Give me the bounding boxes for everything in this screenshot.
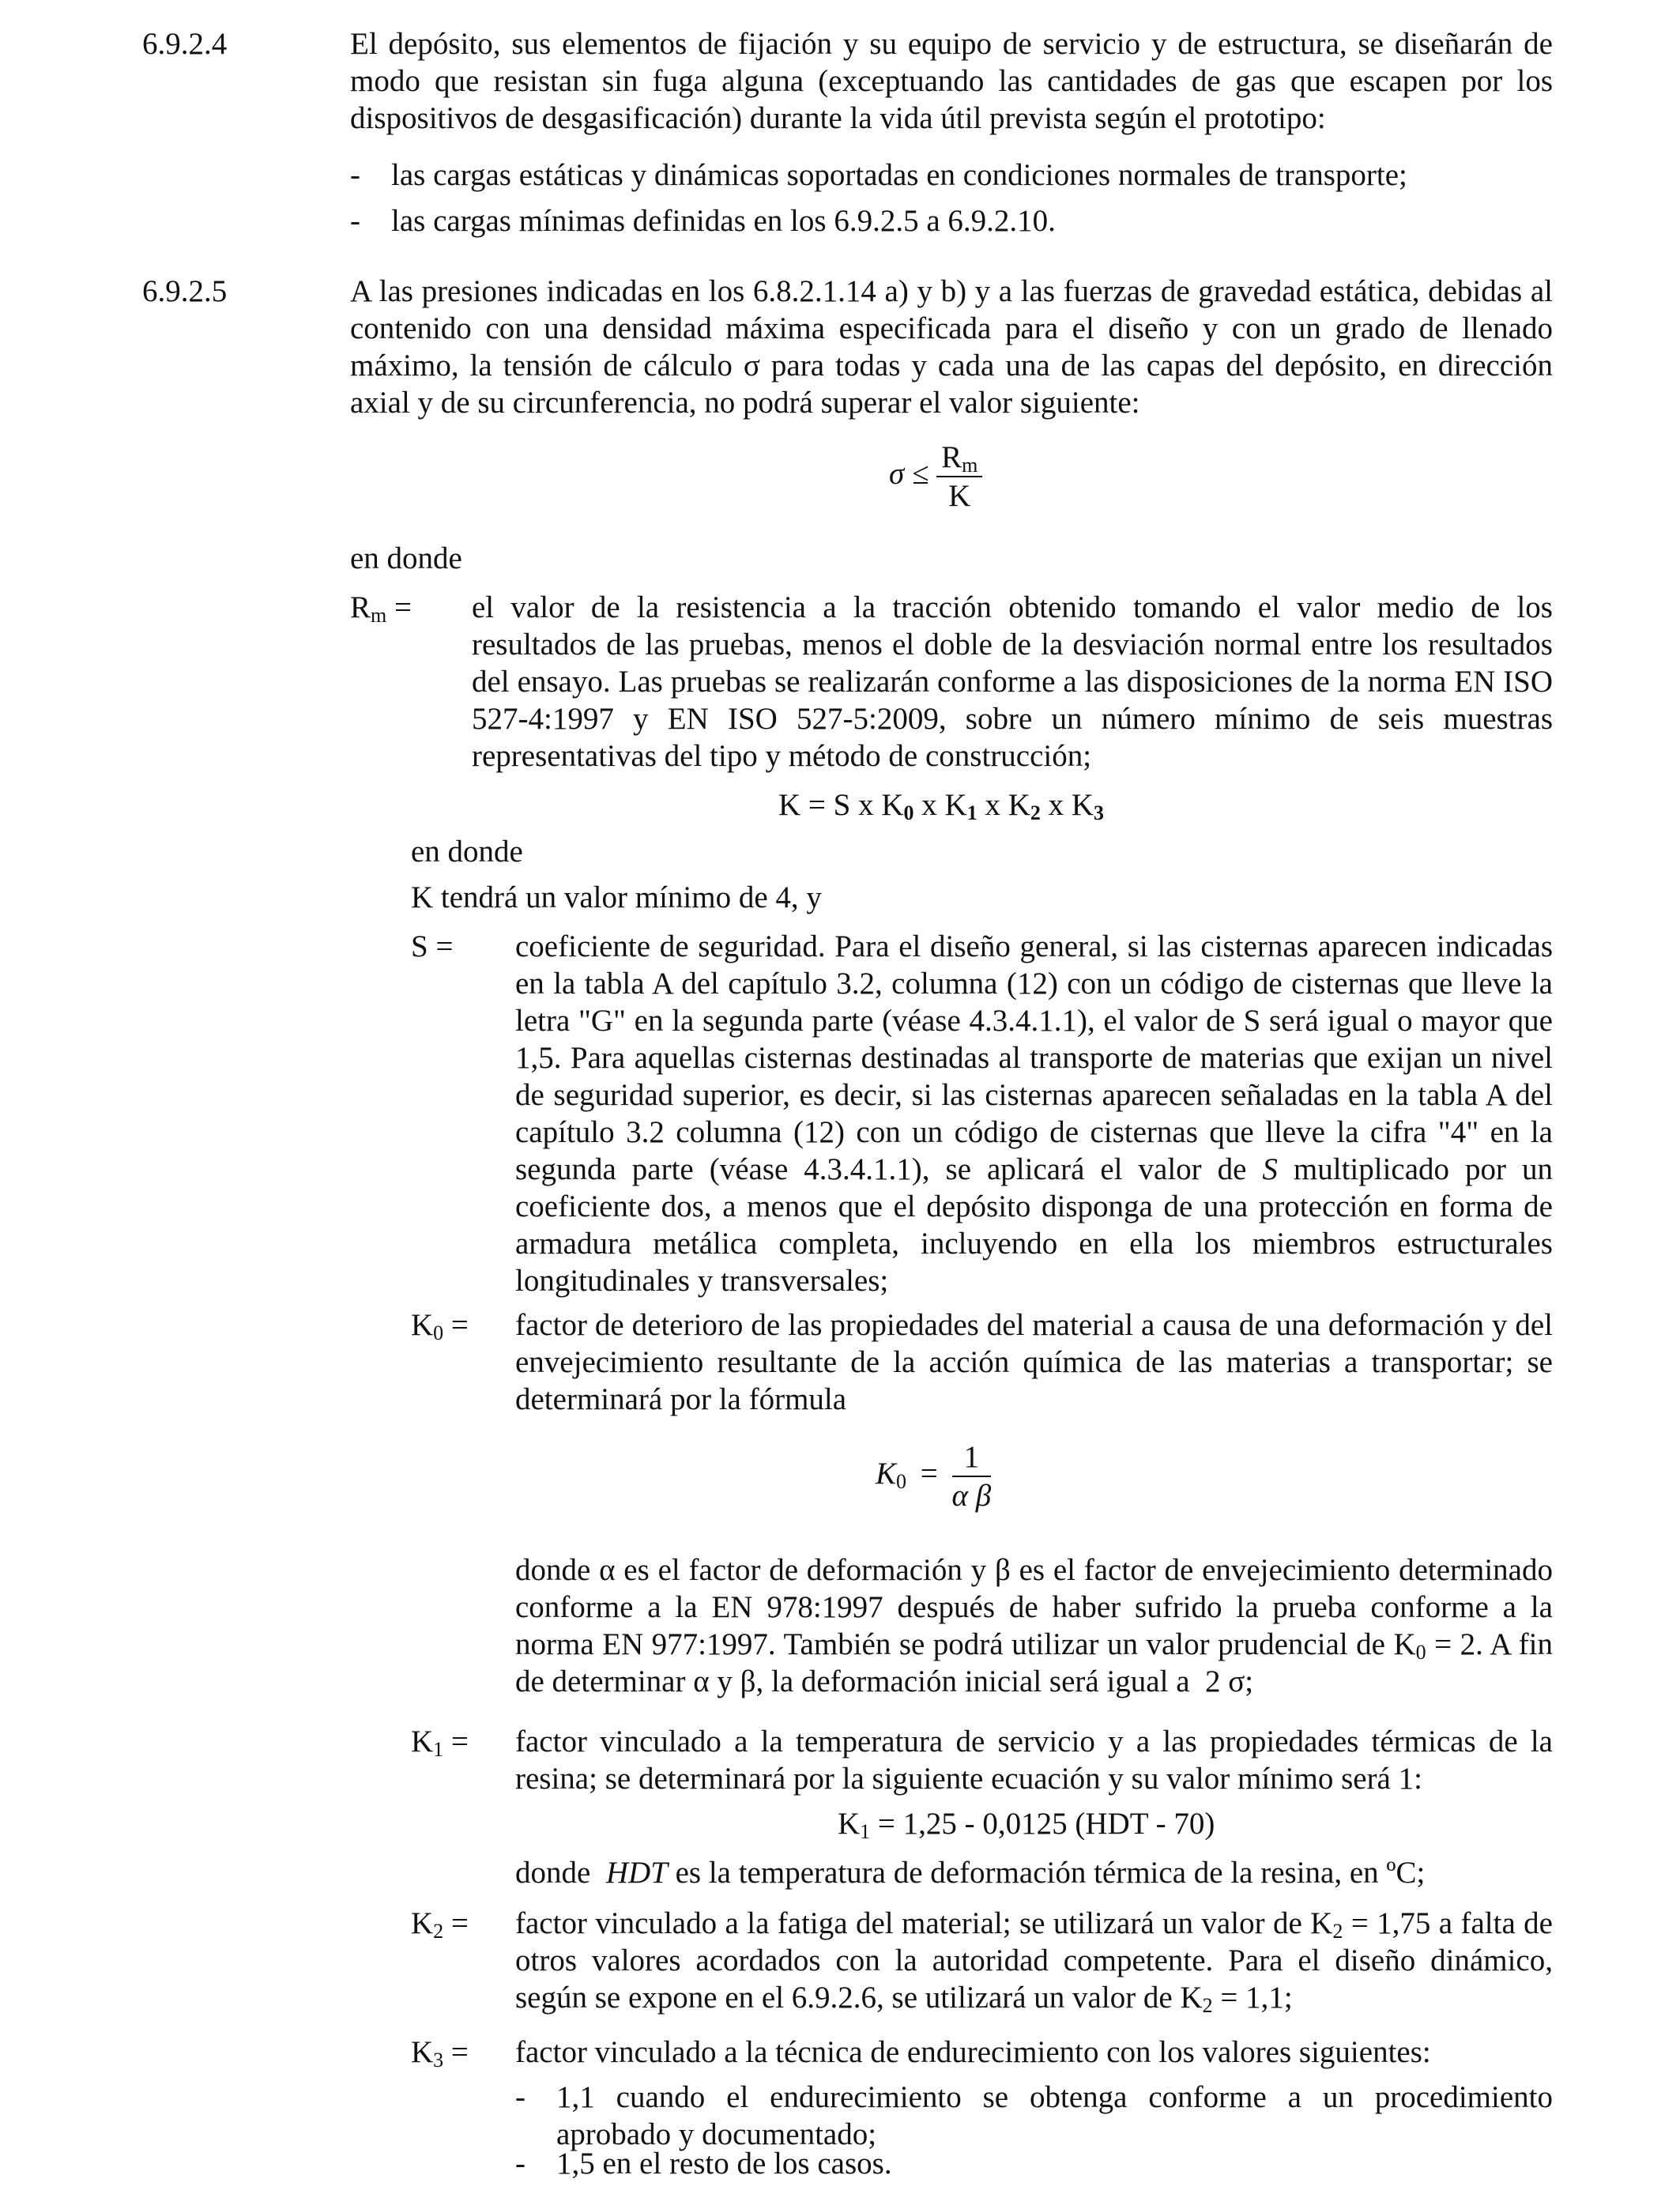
term-k3: K3 =	[411, 2035, 469, 2071]
term-s: S =	[411, 929, 454, 963]
definition-k0: factor de deterioro de las propiedades del material a causa de una deformación y del envejecimiento resultante de la acción química de las materias a transportar; se determinará por la fórmula	[515, 1308, 1553, 1416]
formula-k0: K0 = $\frac{1}{\text{α β}}$	[876, 1440, 992, 1513]
list-item-text: 1,5 en el resto de los casos.	[556, 2147, 892, 2181]
term-k1: K1 =	[411, 1725, 469, 1761]
formula-k0-fraction: $\frac{1}{\text{α β}}$	[951, 1440, 992, 1513]
list-dash: -	[515, 2147, 525, 2181]
section-6925-text: A las presiones indicadas en los 6.8.2.1.14 a) y b) y a las fuerzas de gravedad estática, debidas al contenido con una densidad máxima especificada para el diseño y con un grado de llenado máximo, la tensión de cálculo σ para todas y cada una de las capas del depósito, en dirección axial y de su circunferencia, no podrá superar el valor siguiente:	[350, 274, 1553, 420]
k0-explanation: donde α es el factor de deformación y β es el factor de envejecimiento determinado conforme a la EN 978:1997 después de haber sufrido la prueba conforme a la norma EN 977:1997. También se podrá utilizar un valor prudencial de K0 = 2. A fin de determinar α y β, la deformación inicial será igual a 2 σ;	[515, 1553, 1553, 1698]
definition-k2: factor vinculado a la fatiga del material; se utilizará un valor de K2 = 1,75 a falta de otros valores acordados con la autoridad competente. Para el diseño dinámico, según se expone en el 6.9.2.6, se utilizará un valor de K2 = 1,1;	[515, 1906, 1553, 2017]
formula-k1: K1 = 1,25 - 0,0125 (HDT - 70)	[838, 1807, 1215, 1843]
section-number-6924: 6.9.2.4	[142, 27, 228, 61]
list-dash: -	[515, 2080, 525, 2114]
list-item-text: 1,1 cuando el endurecimiento se obtenga conforme a un procedimiento aprobado y documentado;	[556, 2080, 1553, 2151]
formula-sigma	[889, 439, 982, 515]
list-item-text: las cargas estáticas y dinámicas soportadas en condiciones normales de transporte;	[391, 158, 1407, 192]
formula-k: K = S x K0 x K1 x K2 x K3	[778, 788, 1105, 824]
definition-k1: factor vinculado a la temperatura de servicio y a las propiedades térmicas de la resina; se determinará por la siguiente ecuación y su valor mínimo será 1:	[515, 1725, 1553, 1796]
definition-k3: factor vinculado a la técnica de endurecimiento con los valores siguientes:	[515, 2035, 1431, 2069]
term-rm: Rm =	[350, 590, 412, 627]
k-minimum-text: K tendrá un valor mínimo de 4, y	[411, 880, 822, 914]
en-donde-label-2: en donde	[411, 835, 523, 869]
list-dash: -	[350, 204, 360, 238]
section-6924-text: El depósito, sus elementos de fijación y su equipo de servicio y de estructura, se diseñarán de modo que resistan sin fuga alguna (exceptuando las cantidades de gas que escapen por los dispositivos de desgasificación) durante la vida útil prevista según el prototipo:	[350, 27, 1553, 135]
section-number-6925: 6.9.2.5	[142, 274, 228, 308]
formula-sigma-fraction: $\frac{Rm}{K}$	[936, 439, 982, 515]
en-donde-label: en donde	[350, 541, 462, 575]
formula-sigma-lhs: σ ≤	[889, 456, 929, 491]
k1-explanation: donde HDT es la temperatura de deformación térmica de la resina, en ºC;	[515, 1856, 1426, 1890]
term-k2: K2 =	[411, 1906, 469, 1943]
list-item-text: las cargas mínimas definidas en los 6.9.2.5 a 6.9.2.10.	[391, 204, 1056, 238]
definition-rm: el valor de la resistencia a la tracción obtenido tomando el valor medio de los resultados de las pruebas, menos el doble de la desviación normal entre los resultados del ensayo. Las pruebas se realizarán conforme a las disposiciones de la norma EN ISO 527-4:1997 y EN ISO 527-5:2009, sobre un número mínimo de seis muestras representativas del tipo y método de construcción;	[472, 590, 1553, 773]
term-k0: K0 =	[411, 1308, 469, 1344]
list-dash: -	[350, 158, 360, 192]
definition-s: coeficiente de seguridad. Para el diseño general, si las cisternas aparecen indicadas en la tabla A del capítulo 3.2, columna (12) con un código de cisternas que lleve la letra "G" en la segunda parte (véase 4.3.4.1.1), el valor de S será igual o mayor que 1,5. Para aquellas cisternas destinadas al transporte de materias que exijan un nivel de seguridad superior, es decir, si las cisternas aparecen señaladas en la tabla A del capítulo 3.2 columna (12) con un código de cisternas que lleve la cifra "4" en la segunda parte (véase 4.3.4.1.1), se aplicará el valor de S multiplicado por un coeficiente dos, a menos que el depósito disponga de una protección en forma de armadura metálica completa, incluyendo en ella los miembros estructurales longitudinales y transversales;	[515, 929, 1553, 1298]
